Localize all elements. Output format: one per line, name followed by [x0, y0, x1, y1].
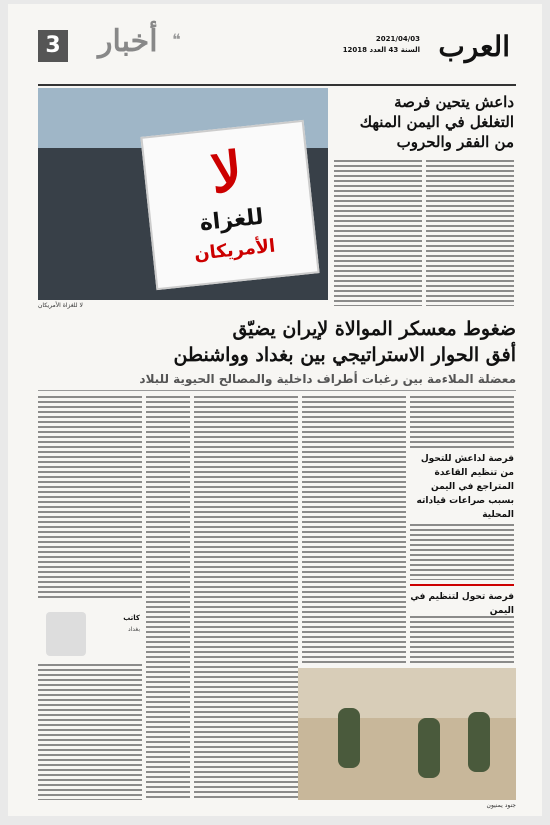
main-story-column-1-top [410, 396, 514, 448]
soldiers-photo [298, 668, 516, 800]
side-headline-line-3: من الفقر والحروب [396, 133, 514, 151]
main-story-column-1-bottom [410, 616, 514, 664]
newspaper-logo: العرب [438, 30, 510, 63]
photo2-figure [338, 708, 360, 768]
pull-quote-1: فرصة لداعش للتحول من تنظيم القاعدة المتراجع في اليمن بسبب صراعات قياداته المحلية [416, 454, 514, 520]
main-headline-line-1: ضغوط معسكر الموالاة لإيران يضيّق [232, 318, 516, 340]
protest-photo [38, 88, 328, 300]
pull-quote-2: فرصة تحول لتنظيم في اليمن [410, 584, 514, 618]
main-story-column-5-bottom [38, 664, 142, 800]
side-headline-line-2: التغلغل في اليمن المنهك [359, 113, 514, 131]
side-story-column-1 [426, 160, 514, 306]
main-story-column-1-mid [410, 524, 514, 580]
main-headline [38, 316, 516, 368]
side-story-column-2 [334, 160, 422, 306]
header-divider [38, 84, 516, 86]
photo2-caption: جنود يمنيون [486, 802, 516, 809]
photo-caption: لا للغزاة الأمريكان [38, 302, 83, 309]
side-story-headline [334, 92, 514, 152]
sign-big-text: لا [207, 138, 246, 206]
sign-line-2: الأمريكان [193, 235, 277, 265]
side-headline-line-1: داعش يتحين فرصة [394, 93, 514, 111]
author-role: بغداد [127, 626, 140, 633]
author-avatar [46, 612, 86, 656]
section-number-badge: 3 [38, 30, 68, 62]
main-story-column-3 [194, 396, 298, 800]
section-title: أخبار [98, 24, 158, 59]
main-subheadline: معضلة الملاءمة بين رغبات أطراف داخلية والمصالح الحيوية للبلاد [139, 372, 516, 386]
sign-line-1: للغزاة [198, 204, 265, 237]
photo2-figure [468, 712, 490, 772]
author-name: كاتب [123, 614, 140, 622]
protest-sign [140, 120, 319, 290]
quote-icon: ❝ [172, 30, 181, 49]
issue-number: السنة 43 العدد 12018 [342, 46, 420, 54]
subheadline-divider [38, 390, 516, 391]
author-box [38, 604, 142, 660]
photo2-wall [298, 668, 516, 718]
main-story-column-5-top [38, 396, 142, 600]
main-headline-line-2: أفق الحوار الاستراتيجي بين بغداد وواشنطن [173, 344, 516, 366]
masthead [38, 22, 516, 82]
main-story-column-2 [302, 396, 406, 664]
issue-date: 2021/04/03 [375, 35, 420, 43]
issue-info [343, 34, 420, 56]
main-story-column-4 [146, 396, 190, 800]
newspaper-page [8, 4, 542, 816]
photo2-figure [418, 718, 440, 778]
